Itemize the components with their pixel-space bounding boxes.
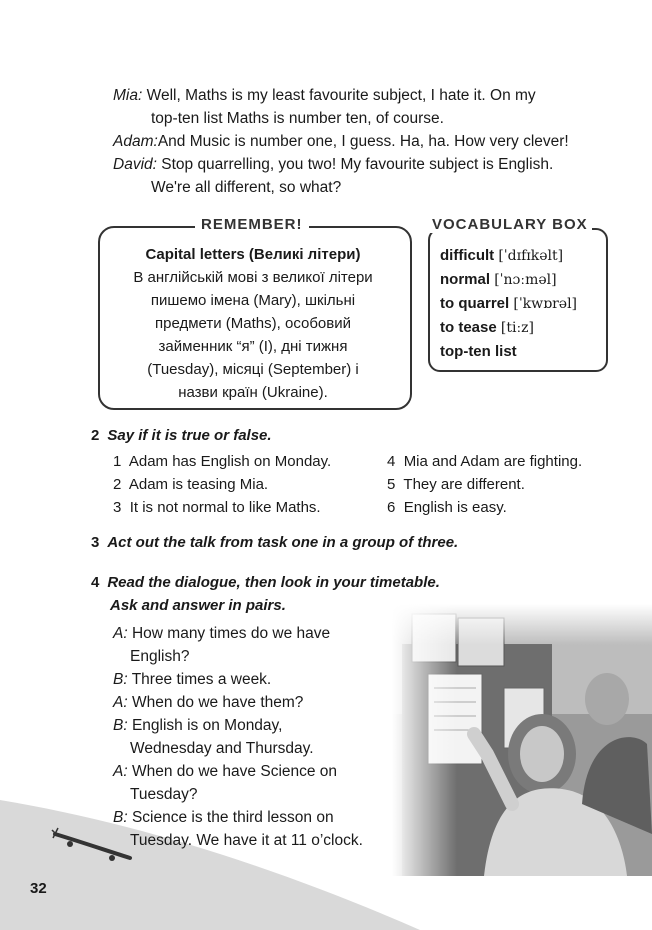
remember-line: (Tuesday), місяці (September) і	[147, 361, 359, 378]
remember-line: назви країн (Ukraine).	[178, 384, 328, 401]
vocab-item: to quarrel [ˈkwɒrəl]	[440, 295, 578, 312]
remember-line: В англійській мові з великої літери	[133, 269, 373, 286]
task-item: 2 Adam is teasing Mia.	[113, 476, 269, 493]
task-4-line-2: Ask and answer in pairs.	[110, 597, 286, 614]
task-3-instruction: 3 Act out the talk from task one in a group of three.	[91, 534, 459, 551]
photo-illustration	[392, 604, 652, 876]
task-item: 1 Adam has English on Monday.	[113, 453, 332, 470]
dialogue-line: B: Science is the third lesson on	[113, 809, 334, 826]
classroom-photo	[392, 604, 652, 876]
vocab-item: normal [ˈnɔːməl]	[440, 271, 557, 288]
dialogue-1	[113, 84, 569, 199]
remember-line: пишемо імена (Mary), шкільні	[150, 292, 356, 309]
task-2-items-left	[113, 450, 331, 519]
task-item: 3 It is not normal to like Maths.	[113, 499, 321, 516]
dialogue-line: Wednesday and Thursday.	[130, 740, 314, 757]
remember-body	[100, 243, 406, 404]
dialogue-line: A: How many times do we have	[113, 625, 331, 642]
task-item: 6 English is easy.	[387, 499, 507, 516]
vocab-item: top-ten list	[440, 343, 517, 360]
remember-title: Capital letters (Великі літери)	[145, 246, 361, 263]
task-4-line-1: 4 Read the dialogue, then look in your timetable.	[91, 574, 440, 591]
dialogue-line: B: Three times a week.	[113, 671, 272, 688]
dialogue-line: A: When do we have Science on	[113, 763, 338, 780]
remember-header: REMEMBER!	[195, 216, 309, 233]
task-item: 4 Mia and Adam are fighting.	[387, 453, 583, 470]
dialogue-line: A: When do we have them?	[113, 694, 304, 711]
dialogue-2	[113, 622, 363, 852]
task-2-items-right	[387, 450, 582, 519]
page-number: 32	[30, 880, 47, 897]
task-2-instruction: 2 Say if it is true or false.	[91, 427, 272, 444]
dialogue-line: Tuesday?	[130, 786, 198, 803]
dialogue-line: Tuesday. We have it at 11 o’clock.	[130, 832, 363, 849]
dialogue-line: We're all different, so what?	[151, 179, 342, 196]
dialogue-line: Mia: Well, Maths is my least favourite subject, I hate it. On my	[113, 87, 536, 104]
dialogue-line: English?	[130, 648, 190, 665]
vocabulary-header: VOCABULARY BOX	[428, 216, 592, 233]
dialogue-line: top-ten list Maths is number ten, of course.	[151, 110, 444, 127]
vocab-item: to tease [tiːz]	[440, 319, 534, 336]
dialogue-line: B: English is on Monday,	[113, 717, 283, 734]
task-item: 5 They are different.	[387, 476, 525, 493]
vocab-item: difficult [ˈdɪfɪkəlt]	[440, 247, 564, 264]
dialogue-line: David: Stop quarrelling, you two! My favourite subject is English.	[113, 156, 554, 173]
dialogue-line: Adam:And Music is number one, I guess. Ha, ha. How very clever!	[113, 133, 569, 150]
task-4-instruction	[91, 571, 440, 617]
remember-line: предмети (Maths), особовий	[155, 315, 351, 332]
remember-line: займенник “я” (I), дні тижня	[158, 338, 348, 355]
vocabulary-list	[440, 244, 577, 363]
